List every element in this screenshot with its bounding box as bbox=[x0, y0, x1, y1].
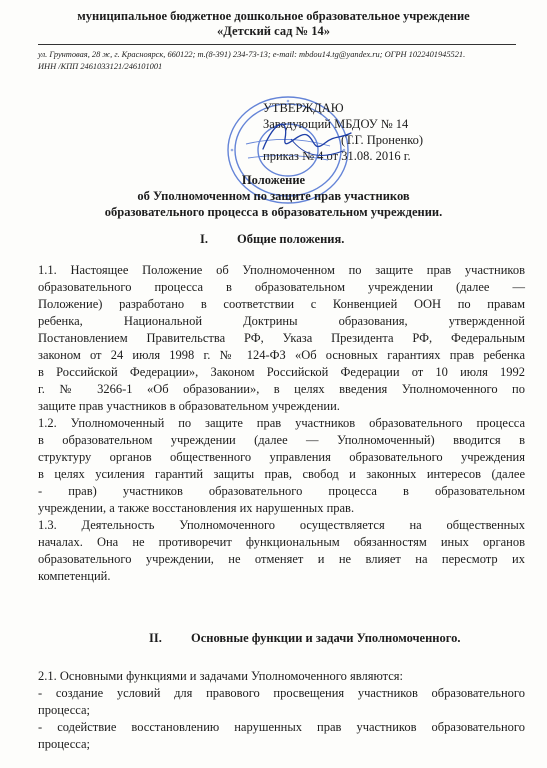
text-line: - прав) участников образовательного процесса в образовательном bbox=[38, 484, 525, 498]
handwritten-signature bbox=[255, 109, 365, 169]
text-line: образовательного учреждении, не отменяет и не влияет на пересмотр их bbox=[38, 552, 525, 566]
text-line: защите прав участников в образовательном учреждении. bbox=[38, 399, 340, 413]
org-name-line1: муниципальное бюджетное дошкольное образовательное учреждение bbox=[77, 9, 470, 23]
section-number: I. bbox=[200, 232, 208, 246]
text-line: 1.2. Уполномоченный по защите прав участников образовательного процесса bbox=[38, 416, 525, 430]
section-title: Основные функции и задачи Уполномоченного. bbox=[191, 631, 461, 645]
text-line: г. № 3266-1 «Об образовании», в целях введения Уполномоченного по bbox=[38, 382, 525, 396]
address-line2: ИНН /КПП 2461033121/246101001 bbox=[38, 62, 163, 71]
text-line: процесса; bbox=[38, 737, 91, 751]
approval-heading: УТВЕРЖДАЮ bbox=[263, 101, 344, 115]
text-line: 2.1. Основными функциями и задачами Уполномоченного являются: bbox=[38, 669, 404, 683]
text-line: структуру органов общественного управления образовательного учреждения bbox=[38, 450, 525, 464]
approval-name: (Т.Г. Проненко) bbox=[341, 133, 424, 147]
text-line: ребенка, Национальной Доктрины образования, утвержденной bbox=[38, 314, 525, 328]
text-line: учреждении, а также восстановления их нарушенных прав. bbox=[38, 501, 355, 515]
section-number: II. bbox=[149, 631, 162, 645]
document-subtitle-line2: образовательного процесса в образовательном учреждении. bbox=[104, 205, 443, 219]
text-line: началах. Она не противоречит функциональным обязанностям иных органов bbox=[38, 535, 525, 549]
text-line: - содействие восстановлению нарушенных прав участников образовательного bbox=[38, 720, 525, 734]
approval-order: приказ № 4 от 31.08. 2016 г. bbox=[263, 149, 411, 163]
text-line: - создание условий для правового просвещения участников образовательного bbox=[38, 686, 525, 700]
text-line: в образовательном учреждении (далее — Уполномоченный) вводится в bbox=[38, 433, 525, 447]
text-line: в Российской Федерации», Законом Российской Федерации от 10 июля 1992 bbox=[38, 365, 525, 379]
text-line: образовательного процесса в образовательном учреждении (далее — bbox=[38, 280, 525, 294]
document-subtitle-line1: об Уполномоченном по защите прав участников bbox=[137, 189, 410, 203]
org-name-line2: «Детский сад № 14» bbox=[217, 24, 330, 38]
text-line: Положение) разработано в соответствии с Конвенцией ООН по правам bbox=[38, 297, 525, 311]
header-divider bbox=[38, 44, 516, 45]
text-line: 1.1. Настоящее Положение об Уполномоченном по защите прав участников bbox=[38, 263, 525, 277]
text-line: законом от 24 июля 1998 г. № 124-ФЗ «Об основных гарантиях прав ребенка bbox=[38, 348, 525, 362]
text-line: Постановлением Правительства РФ, Указа Президента РФ, Федеральным bbox=[38, 331, 525, 345]
text-line: 1.3. Деятельность Уполномоченного осуществляется на общественных bbox=[38, 518, 525, 532]
address-line1: ул. Грунтовая, 28 ж, г. Красноярск, 660122; т.(8-391) 234-73-13; e-mail: mbdou14.tg@yandex.ru; ОГРН 1022401945521. bbox=[38, 50, 466, 59]
text-line: в целях усиления гарантий защиты прав, свобод и законных интересов (далее bbox=[38, 467, 525, 481]
document-title: Положение bbox=[241, 173, 306, 187]
text-line: компетенций. bbox=[38, 569, 111, 583]
text-line: процесса; bbox=[38, 703, 91, 717]
section-title: Общие положения. bbox=[237, 232, 345, 246]
approval-position: Заведующий МБДОУ № 14 bbox=[263, 117, 409, 131]
